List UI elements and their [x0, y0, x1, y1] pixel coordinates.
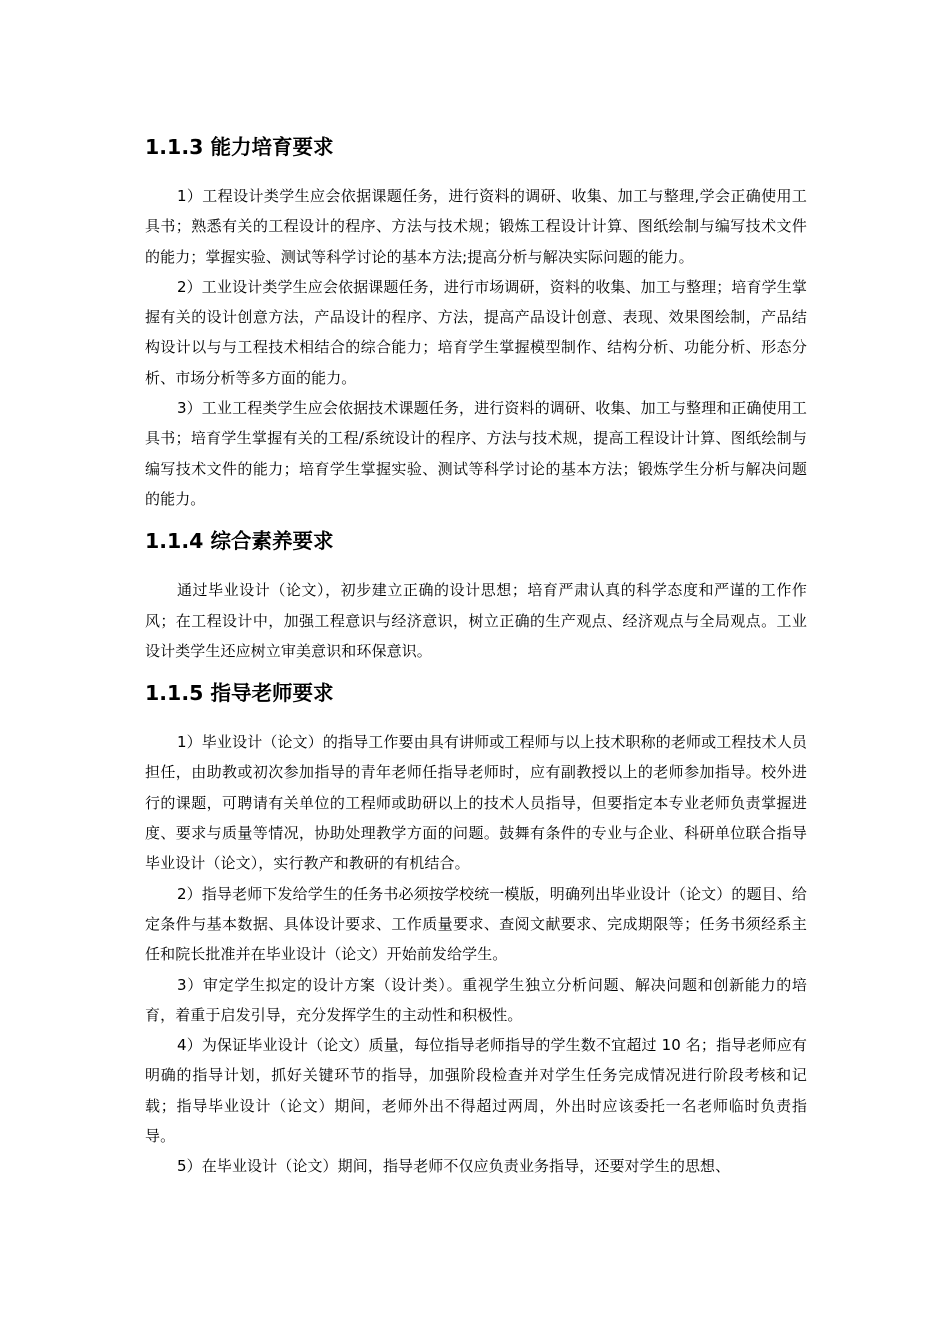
paragraph: 1）毕业设计（论文）的指导工作要由具有讲师或工程师与以上技术职称的老师或工程技术人员担任，由助教或初次参加指导的青年老师任指导老师时，应有副教授以上的老师参加指导。校外进行的课题，可聘请有关单位的工程师或助研以上的技术人员指导，但要指定本专业老师负责掌握进度、要求与质量等情况，协助处理教学方面的问题。鼓舞有条件的专业与企业、科研单位联合指导毕业设计（论文），实行教产和教研的有机结合。 [145, 733, 807, 873]
section-heading-1-1-4: 1.1.4 综合素养要求 [145, 529, 334, 554]
paragraph: 5）在毕业设计（论文）期间，指导老师不仅应负责业务指导，还要对学生的思想、 [177, 1157, 731, 1176]
section-heading-1-1-3: 1.1.3 能力培育要求 [145, 135, 334, 159]
paragraph: 2）指导老师下发给学生的任务书必须按学校统一模版，明确列出毕业设计（论文）的题目、给定条件与基本数据、具体设计要求、工作质量要求、查阅文献要求、完成期限等；任务书须经系主任和院长批准并在毕业设计（论文）开始前发给学生。 [145, 884, 807, 964]
paragraph: 2）工业设计类学生应会依据课题任务，进行市场调研，资料的收集、加工与整理；培育学生掌握有关的设计创意方法，产品设计的程序、方法，提高产品设计创意、表现、效果图绘制，产品结构设计以与与工程技术相结合的综合能力；培育学生掌握模型制作、结构分析、功能分析、形态分析、市场分析等多方面的能力。 [145, 277, 807, 387]
section-heading-1-1-5: 1.1.5 指导老师要求 [145, 681, 334, 706]
paragraph: 4）为保证毕业设计（论文）质量，每位指导老师指导的学生数不宜超过 10 名；指导老师应有明确的指导计划，抓好关键环节的指导，加强阶段检查并对学生任务完成情况进行阶段考核和记载；指导毕业设计（论文）期间，老师外出不得超过两周，外出时应该委托一名老师临时负责指导。 [145, 1036, 807, 1146]
paragraph: 通过毕业设计（论文），初步建立正确的设计思想；培育严肃认真的科学态度和严谨的工作作风；在工程设计中，加强工程意识与经济意识，树立正确的生产观点、经济观点与全局观点。工业设计类学生还应树立审美意识和环保意识。 [145, 581, 807, 660]
paragraph: 1）工程设计类学生应会依据课题任务，进行资料的调研、收集、加工与整理,学会正确使用工具书；熟悉有关的工程设计的程序、方法与技术规；锻炼工程设计计算、图纸绘制与编写技术文件的能力；掌握实验、测试等科学讨论的基本方法;提高分析与解决实际问题的能力。 [145, 187, 807, 266]
document-body [145, 132, 807, 1182]
paragraph: 3）工业工程类学生应会依据技术课题任务，进行资料的调研、收集、加工与整理和正确使用工具书；培育学生掌握有关的工程/系统设计的程序、方法与技术规，提高工程设计计算、图纸绘制与编写技术文件的能力；培育学生掌握实验、测试等科学讨论的基本方法；锻炼学生分析与解决问题的能力。 [145, 399, 807, 508]
paragraph: 3）审定学生拟定的设计方案（设计类）。重视学生独立分析问题、解决问题和创新能力的培育，着重于启发引导，充分发挥学生的主动性和积极性。 [145, 975, 807, 1024]
